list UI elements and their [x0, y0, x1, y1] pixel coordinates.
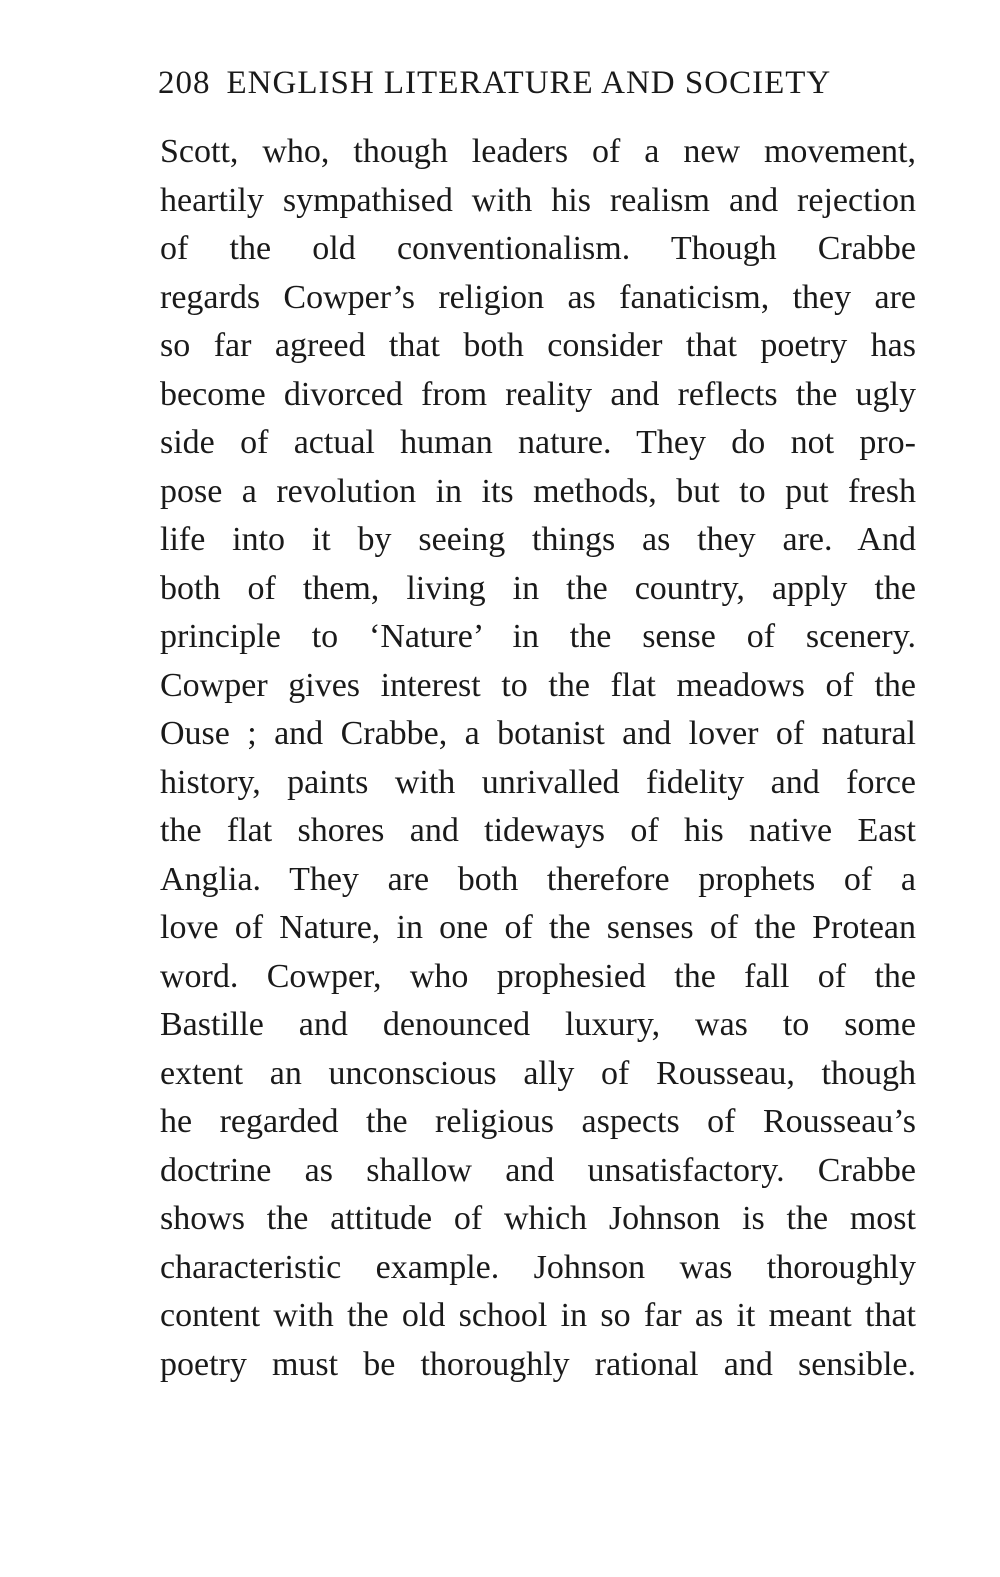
text-line: love of Nature, in one of the senses of the Protean: [160, 909, 916, 946]
text-line: word. Cowper, who prophesied the fall of the: [160, 957, 916, 995]
text-line: of the old conventionalism. Though Crabbe: [160, 230, 916, 267]
text-line: Cowper gives interest to the flat meadows of the: [160, 666, 916, 704]
text-line: he regarded the religious aspects of Rousseau’s: [160, 1103, 916, 1140]
text-line: heartily sympathised with his realism and rejection: [160, 181, 916, 219]
text-line: doctrine as shallow and unsatisfactory. Crabbe: [160, 1151, 916, 1189]
text-line: poetry must be thoroughly rational and sensible.: [160, 1345, 916, 1383]
text-line: regards Cowper’s religion as fanaticism, they are: [160, 278, 916, 316]
running-title: ENGLISH LITERATURE AND SOCIETY: [226, 65, 832, 101]
text-line: principle to ‘Nature’ in the sense of scenery.: [160, 618, 916, 655]
text-line: pose a revolution in its methods, but to put fresh: [160, 472, 916, 510]
text-line: become divorced from reality and reflects the ugly: [160, 375, 916, 413]
page-number: 208: [158, 65, 211, 101]
text-line: Anglia. They are both therefore prophets of a: [160, 860, 916, 898]
text-line: extent an unconscious ally of Rousseau, though: [160, 1054, 916, 1092]
text-line: Bastille and denounced luxury, was to some: [160, 1006, 916, 1043]
text-line: history, paints with unrivalled fidelity and force: [160, 763, 916, 801]
text-line: content with the old school in so far as it meant that: [160, 1297, 916, 1334]
running-head: [158, 58, 918, 108]
text-line: so far agreed that both consider that poetry has: [160, 327, 916, 364]
text-line: the flat shores and tideways of his native East: [160, 812, 916, 849]
body-text: [160, 128, 916, 1389]
text-line: Scott, who, though leaders of a new movement,: [160, 133, 916, 170]
text-line: Ouse ; and Crabbe, a botanist and lover of natural: [160, 715, 916, 752]
text-line: characteristic example. Johnson was thoroughly: [160, 1248, 916, 1286]
text-line: shows the attitude of which Johnson is the most: [160, 1200, 916, 1237]
text-line: side of actual human nature. They do not pro-: [160, 424, 916, 461]
text-line: both of them, living in the country, apply the: [160, 569, 916, 607]
text-line: life into it by seeing things as they are. And: [160, 521, 916, 558]
